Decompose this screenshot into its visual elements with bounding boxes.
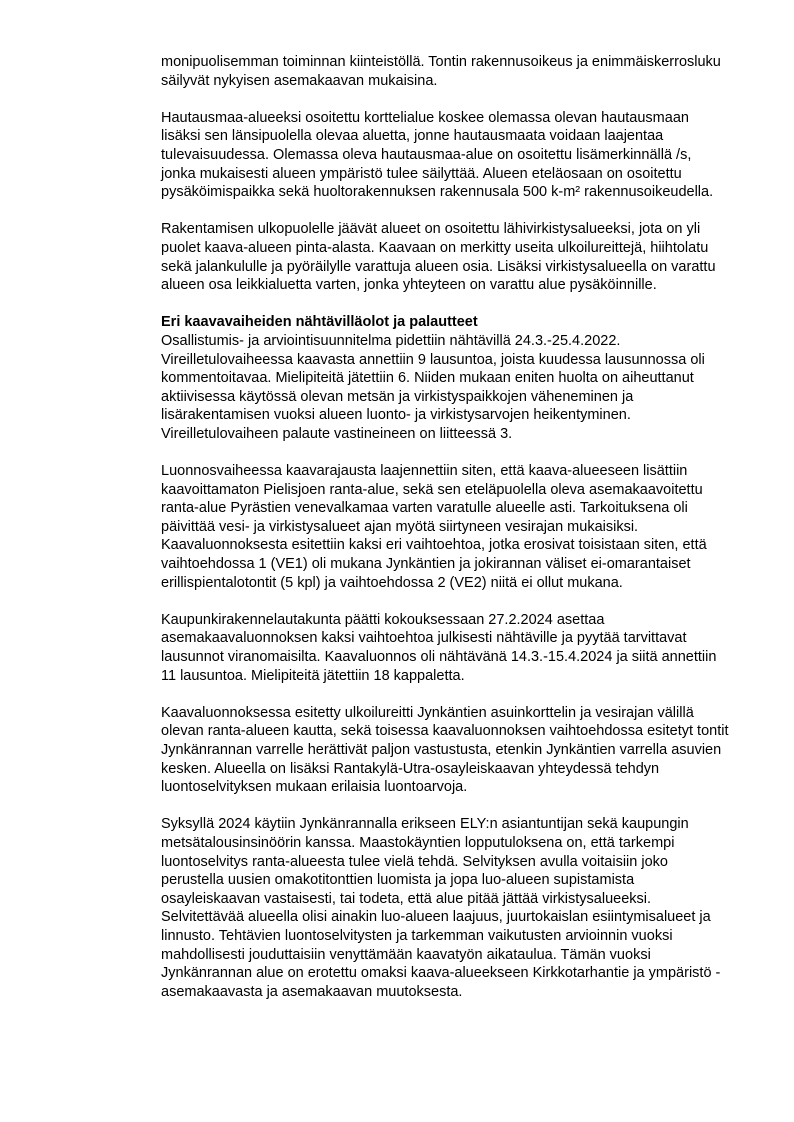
text-line: säilyvät nykyisen asemakaavan mukaisina. (161, 72, 438, 89)
text-line: vaihtoehdossa 1 (VE1) oli mukana Jynkäntien ja jokirannan väliset ei-omarantaiset (161, 556, 691, 573)
text-line: Vireilletulovaiheen palaute vastineineen on liitteessä 3. (161, 425, 513, 442)
text-line: lausunnot viranomaisilta. Kaavaluonnos oli nähtävänä 14.3.-15.4.2024 ja siitä annettiin (161, 649, 717, 665)
text-line: lisärakentamisen vuoksi alueen luonto- ja virkistysarvojen heikentyminen. (161, 407, 631, 424)
text-line: Jynkänrannan varrelle herättivät paljon vastustusta, etenkin Jynkäntien varrella asuvien (161, 741, 722, 758)
text-line: sekä jalankululle ja pyöräilylle varattuja alueen osia. Lisäksi virkistysalueella on varattu (161, 258, 716, 275)
text-line: monipuolisemman toiminnan kiinteistöllä. Tontin rakennusoikeus ja enimmäiskerrosluku (161, 54, 721, 70)
text-line: erillispientalotontit (5 kpl) ja vaihtoehdossa 2 (VE2) niitä ei ollut mukana. (161, 574, 623, 591)
text-line: Osallistumis- ja arviointisuunnitelma pidettiin nähtävillä 24.3.-25.4.2022. (161, 332, 621, 349)
text-line: Rakentamisen ulkopuolelle jäävät alueet on osoitettu lähivirkistysalueeksi, jota on yli (161, 221, 701, 238)
paragraph (161, 53, 781, 90)
document-content (161, 53, 781, 1020)
text-line: asemakaavaluonnoksen kaksi vaihtoehtoa julkisesti nähtäville ja pyytää tarvittavat (161, 630, 687, 647)
paragraph (161, 815, 781, 1001)
text-line: Vireilletulovaiheessa kaavasta annettiin 9 lausuntoa, joista kuudessa lausunnossa oli (161, 351, 705, 368)
paragraph (161, 704, 781, 797)
text-line: lisäksi sen länsipuolella olevaa aluetta, jonne hautausmaata voidaan laajentaa (161, 128, 664, 145)
text-line: jonka mukaisesti alueen ympäristö tulee säilyttää. Alueen eteläosaan on osoitettu (161, 165, 682, 182)
text-line: mahdollisesti jouduttaisiin venyttämään kaavatyön aikataulua. Tämän vuoksi (161, 946, 651, 963)
text-line: alueen osa leikkialuetta varten, jonka yhteyteen on varattu alue pysäköinnille. (161, 277, 657, 294)
text-line: Syksyllä 2024 käytiin Jynkänrannalla erikseen ELY:n asiantuntijan sekä kaupungin (161, 816, 689, 833)
text-line: tulevaisuudessa. Olemassa oleva hautausmaa-alue on osoitettu lisämerkinnällä /s, (161, 146, 692, 163)
text-line: 11 lausuntoa. Mielipiteitä jätettiin 18 kappaletta. (161, 667, 465, 684)
text-line: luontoselvitys ranta-alueesta tulee vielä tehdä. Selvityksen avulla voitaisiin joko (161, 853, 668, 870)
paragraph (161, 462, 781, 592)
text-line: Hautausmaa-alueeksi osoitettu korttelialue koskee olemassa olevan hautausmaan (161, 109, 689, 126)
text-line: Eri kaavavaiheiden nähtävilläolot ja palautteet (161, 314, 478, 331)
text-line: luontoselvityksen mukaan erilaisia luontoarvoja. (161, 779, 468, 796)
text-line: asemakaavasta ja asemakaavan muutoksesta. (161, 983, 463, 1000)
text-line: aktiivisessa käytössä olevan metsän ja virkistyspaikkojen väheneminen ja (161, 388, 634, 405)
text-line: linnusto. Tehtävien luontoselvitysten ja tarkemman vaikutusten arvioinnin vuoksi (161, 927, 673, 944)
text-line: Kaavaluonnoksessa esitetty ulkoilureitti Jynkäntien asuinkorttelin ja vesirajan välillä (161, 704, 694, 721)
text-line: ranta-alue Pyrästien venevalkamaa varten varatulle alueelle asti. Tarkoituksena oli (161, 500, 688, 517)
text-line: kaavoittamaton Pielisjoen ranta-alue, sekä sen eteläpuolella oleva asemakaavoitettu (161, 481, 703, 498)
text-line: Selvitettävää alueella olisi ainakin luo-alueen laajuus, juurtokaislan esiintymisalueet ja (161, 909, 711, 926)
text-line: pysäköimispaikka sekä huoltorakennuksen rakennusala 500 k-m² rakennusoikeudella. (161, 184, 714, 201)
paragraph (161, 611, 781, 685)
text-line: osayleiskaavan vastaisesti, tai todeta, että alue pitää jättää virkistysalueeksi. (161, 890, 652, 907)
text-line: kommentoitavaa. Mielipiteitä jätettiin 6. Niiden mukaan eniten huolta on aiheuttanut (161, 370, 694, 387)
paragraph (161, 220, 781, 294)
paragraph (161, 332, 781, 444)
text-line: Jynkänrannan alue on erotettu omaksi kaava-alueekseen Kirkkotarhantie ja ympäristö - (161, 965, 721, 982)
text-line: puolet kaava-alueen pinta-alasta. Kaavaan on merkitty useita ulkoilureittejä, hiihtolatu (161, 239, 709, 256)
text-line: Kaavaluonnoksesta esitettiin kaksi eri vaihtoehtoa, jotka erosivat toisistaan siten, että (161, 537, 707, 554)
text-line: kesken. Alueella on lisäksi Rantakylä-Utra-osayleiskaavan yhteydessä tehdyn (161, 760, 660, 777)
text-line: Luonnosvaiheessa kaavarajausta laajennettiin siten, että kaava-alueeseen lisättiin (161, 463, 688, 480)
text-line: päivittää vesi- ja virkistysalueet ajan myötä siirtyneen vesirajan mukaisiksi. (161, 518, 639, 535)
text-line: olevan ranta-alueen kautta, sekä toisessa kaavaluonnoksen vaihtoehdossa esitetyt tontit (161, 723, 729, 740)
text-line: metsätalousinsinöörin kanssa. Maastokäyntien lopputuloksena on, että tarkempi (161, 834, 675, 851)
paragraph (161, 109, 781, 202)
text-line: Kaupunkirakennelautakunta päätti kokouksessaan 27.2.2024 asettaa (161, 611, 605, 628)
text-line: perustella uusien omakotitonttien luomista ja jopa luo-alueen supistamista (161, 872, 635, 889)
section-heading (161, 313, 781, 332)
